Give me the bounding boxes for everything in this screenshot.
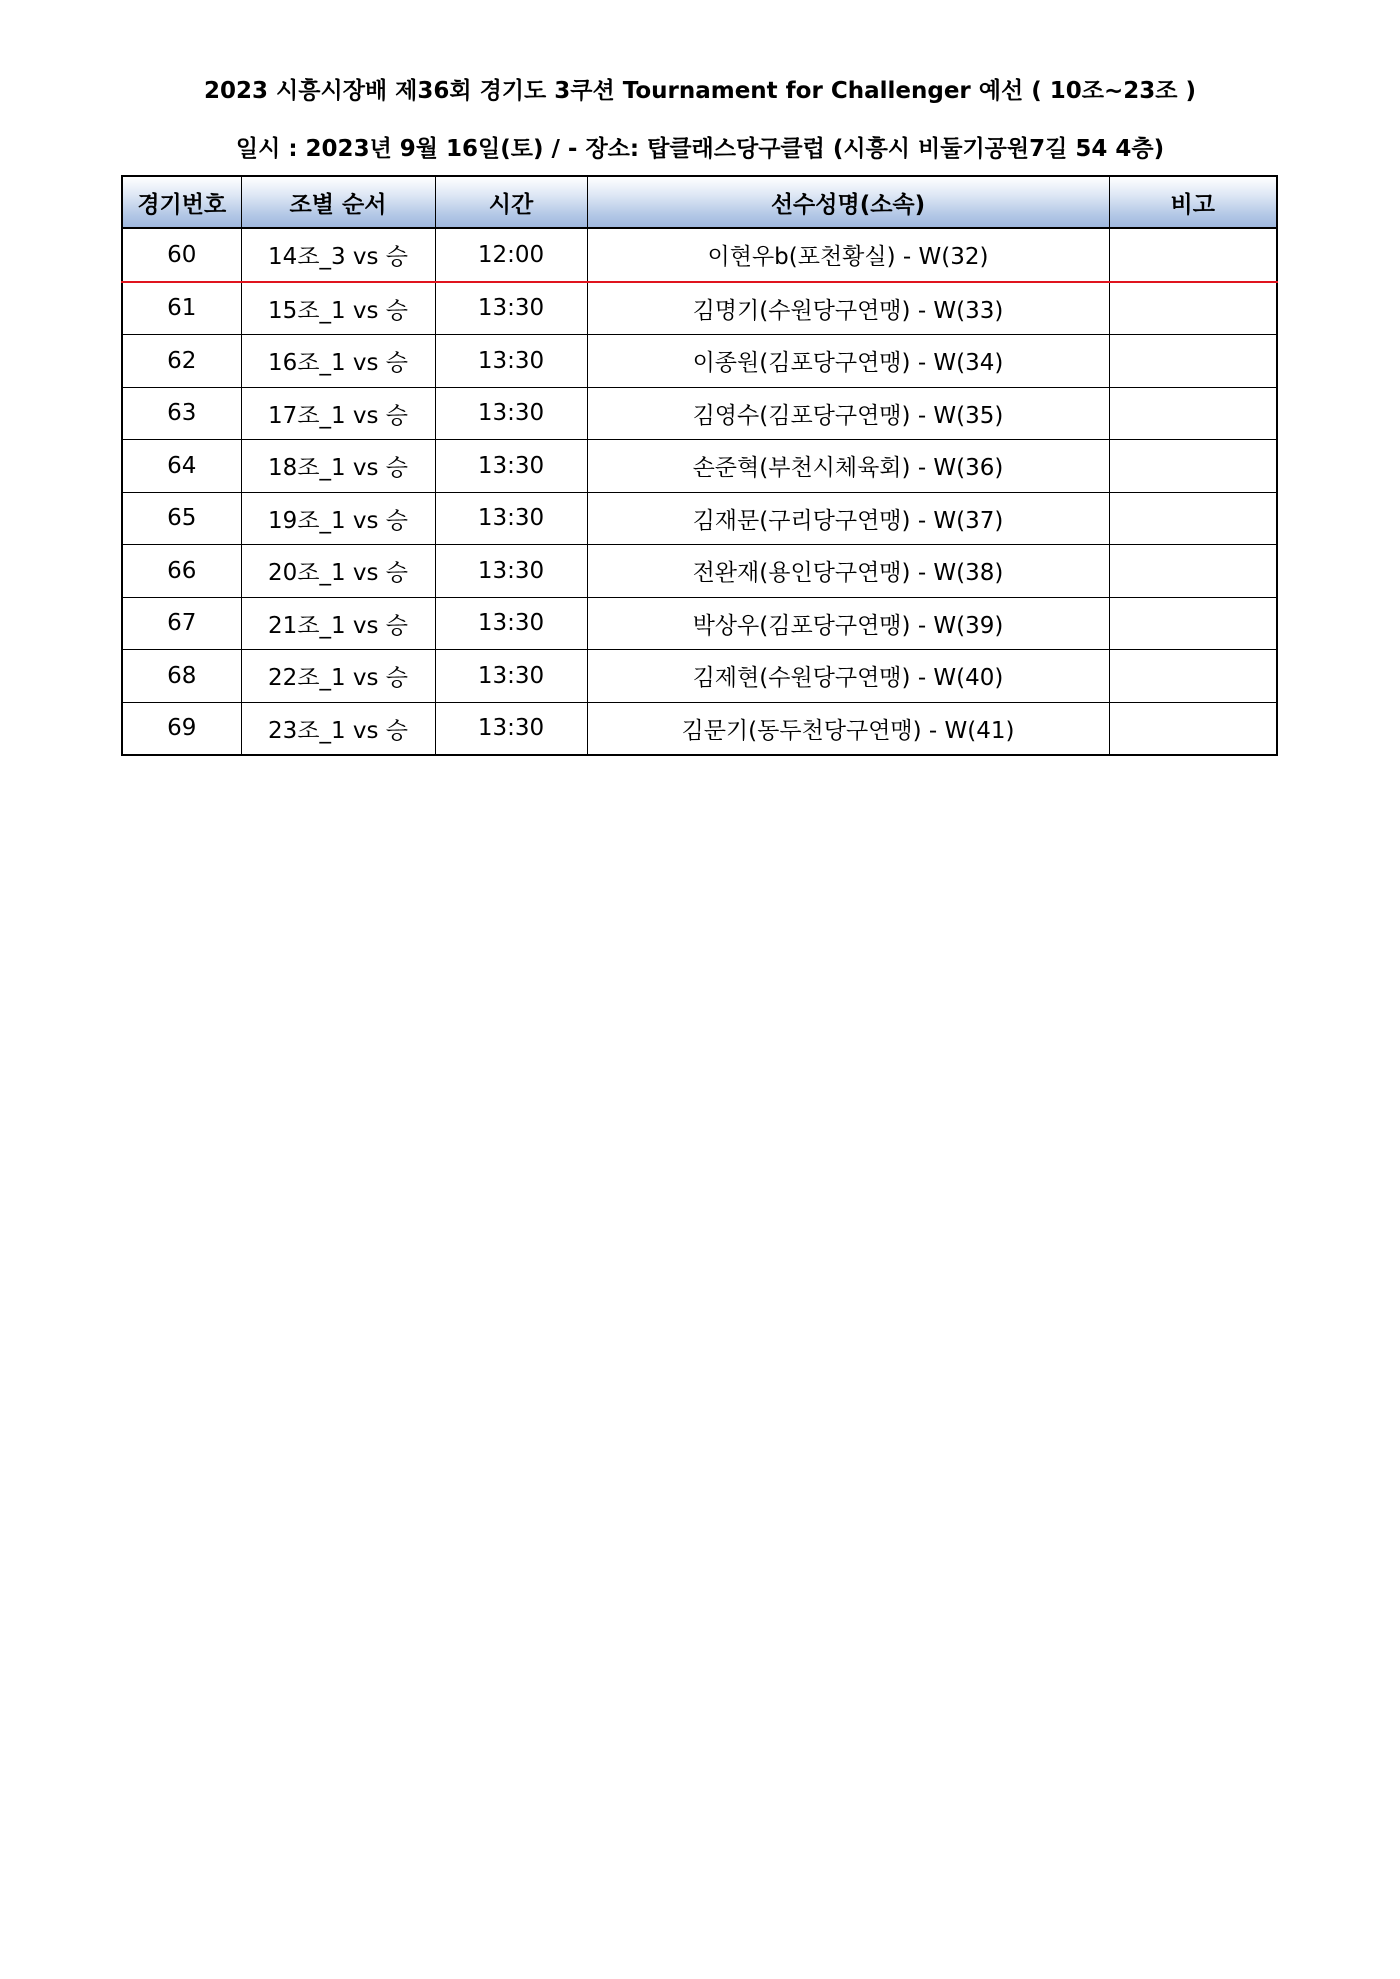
cell-group-order: 18조_1 vs 승 xyxy=(241,440,435,493)
document-title: 2023 시흥시장배 제36회 경기도 3쿠션 Tournament for Challenger 예선 ( 10조~23조 ) xyxy=(204,78,1196,104)
cell-time: 13:30 xyxy=(435,545,587,598)
cell-time: 13:30 xyxy=(435,387,587,440)
table-row xyxy=(122,228,1277,282)
header-time: 시간 xyxy=(435,176,587,228)
cell-player: 전완재(용인당구연맹) - W(38) xyxy=(587,545,1109,598)
header-match-no: 경기번호 xyxy=(122,176,241,228)
cell-note xyxy=(1109,440,1277,493)
table-row xyxy=(122,702,1277,755)
table-row xyxy=(122,282,1277,335)
cell-player: 김영수(김포당구연맹) - W(35) xyxy=(587,387,1109,440)
cell-player: 김명기(수원당구연맹) - W(33) xyxy=(587,282,1109,335)
table-row xyxy=(122,545,1277,598)
table-row xyxy=(122,335,1277,388)
cell-time: 13:30 xyxy=(435,492,587,545)
cell-time: 13:30 xyxy=(435,282,587,335)
cell-match-no: 61 xyxy=(122,282,241,335)
cell-match-no: 63 xyxy=(122,387,241,440)
cell-match-no: 64 xyxy=(122,440,241,493)
cell-match-no: 65 xyxy=(122,492,241,545)
cell-time: 13:30 xyxy=(435,597,587,650)
cell-time: 13:30 xyxy=(435,650,587,703)
cell-player: 김문기(동두천당구연맹) - W(41) xyxy=(587,702,1109,755)
cell-match-no: 68 xyxy=(122,650,241,703)
cell-note xyxy=(1109,282,1277,335)
cell-group-order: 15조_1 vs 승 xyxy=(241,282,435,335)
cell-player: 손준혁(부천시체육회) - W(36) xyxy=(587,440,1109,493)
cell-time: 13:30 xyxy=(435,440,587,493)
cell-note xyxy=(1109,702,1277,755)
cell-time: 13:30 xyxy=(435,702,587,755)
match-schedule-table xyxy=(121,175,1278,756)
cell-match-no: 67 xyxy=(122,597,241,650)
cell-group-order: 14조_3 vs 승 xyxy=(241,228,435,282)
cell-group-order: 20조_1 vs 승 xyxy=(241,545,435,598)
header-group-order: 조별 순서 xyxy=(241,176,435,228)
cell-note xyxy=(1109,335,1277,388)
cell-player: 김재문(구리당구연맹) - W(37) xyxy=(587,492,1109,545)
cell-note xyxy=(1109,387,1277,440)
cell-note xyxy=(1109,597,1277,650)
cell-match-no: 66 xyxy=(122,545,241,598)
cell-note xyxy=(1109,650,1277,703)
table-header-row xyxy=(122,176,1277,228)
cell-match-no: 69 xyxy=(122,702,241,755)
table-row xyxy=(122,492,1277,545)
cell-time: 13:30 xyxy=(435,335,587,388)
cell-group-order: 22조_1 vs 승 xyxy=(241,650,435,703)
cell-group-order: 21조_1 vs 승 xyxy=(241,597,435,650)
cell-match-no: 60 xyxy=(122,228,241,282)
cell-group-order: 23조_1 vs 승 xyxy=(241,702,435,755)
cell-player: 이종원(김포당구연맹) - W(34) xyxy=(587,335,1109,388)
header-player: 선수성명(소속) xyxy=(587,176,1109,228)
cell-player: 김제현(수원당구연맹) - W(40) xyxy=(587,650,1109,703)
cell-player: 박상우(김포당구연맹) - W(39) xyxy=(587,597,1109,650)
cell-note xyxy=(1109,545,1277,598)
cell-group-order: 16조_1 vs 승 xyxy=(241,335,435,388)
cell-player: 이현우b(포천황실) - W(32) xyxy=(587,228,1109,282)
cell-note xyxy=(1109,492,1277,545)
table-row xyxy=(122,597,1277,650)
document-subtitle: 일시 : 2023년 9월 16일(토) / - 장소: 탑클래스당구클럽 (시흥시 비둘기공원7길 54 4층) xyxy=(235,136,1165,162)
table-row xyxy=(122,440,1277,493)
cell-group-order: 19조_1 vs 승 xyxy=(241,492,435,545)
table-row xyxy=(122,387,1277,440)
cell-note xyxy=(1109,228,1277,282)
cell-match-no: 62 xyxy=(122,335,241,388)
table-row xyxy=(122,650,1277,703)
cell-group-order: 17조_1 vs 승 xyxy=(241,387,435,440)
cell-time: 12:00 xyxy=(435,228,587,282)
header-note: 비고 xyxy=(1109,176,1277,228)
